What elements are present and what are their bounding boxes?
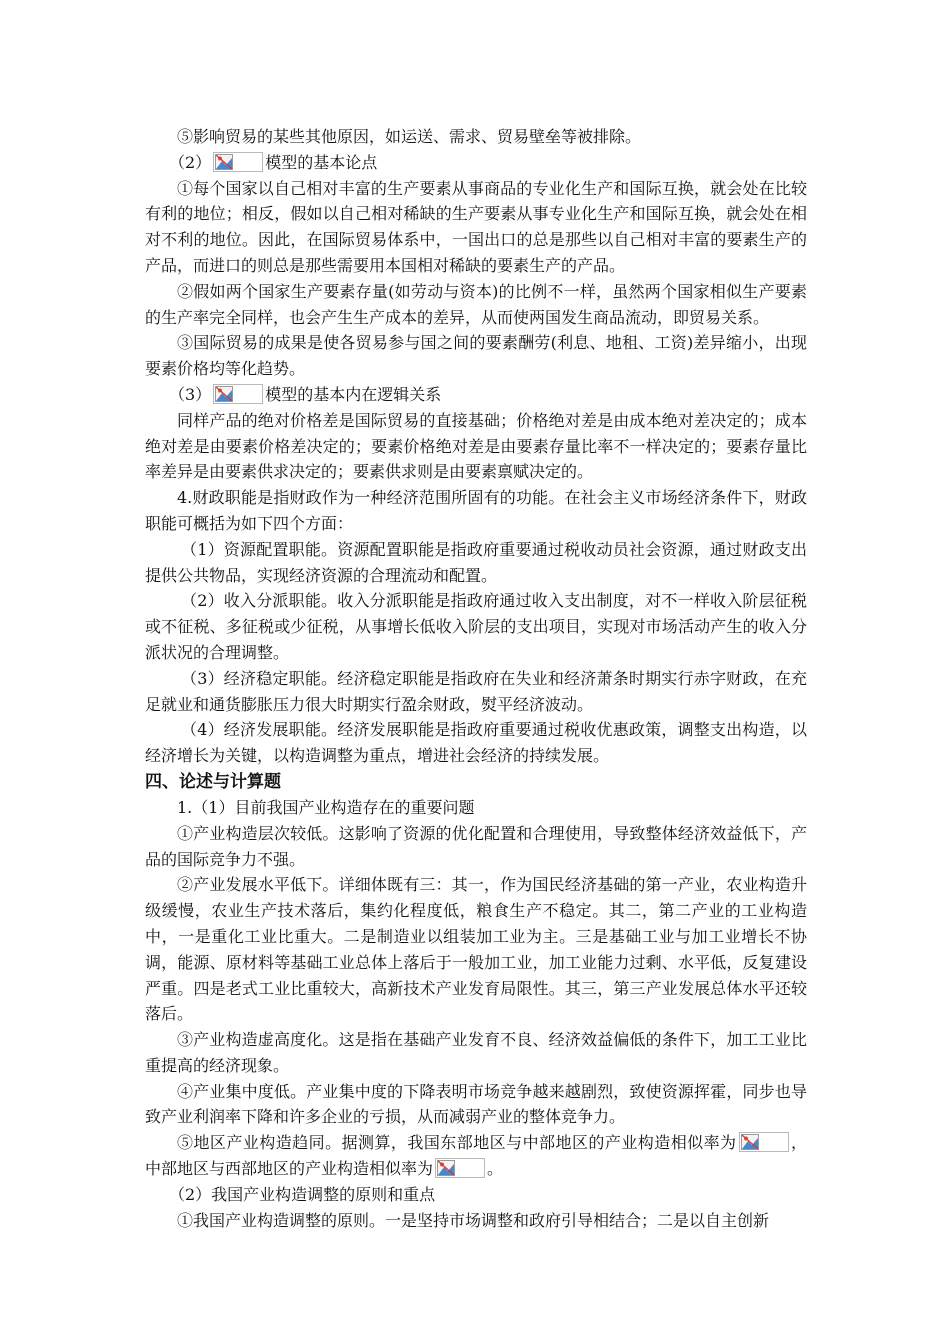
paragraph-text: ⑤地区产业构造趋同。据测算，我国东部地区与中部地区的产业构造相似率为 (177, 1133, 737, 1153)
paragraph: （2）我国产业构造调整的原则和重点 (169, 1184, 436, 1204)
paragraph: ⑤影响贸易的某些其他原因，如运送、需求、贸易壁垒等被排除。 (177, 127, 642, 146)
paragraph (145, 382, 807, 408)
paragraph: ①每个国家以自己相对丰富的生产要素从事商品的专业化生产和国际互换，就会处在比较有利的地位；相反，假如以自己相对稀缺的生产要素从事专业化生产和国际互换，就会处在相对不利的地位。因此，在国际贸易体系中，一国出口的总是那些以自己相对丰富的要素生产的产品，而进口的则总是那些需要用本国相对稀缺的要素生产的产品。 (145, 178, 807, 275)
broken-image-icon (435, 1158, 485, 1178)
section-heading: 四、论述与计算题 (145, 771, 281, 792)
paragraph: 同样产品的绝对价格差是国际贸易的直接基础；价格绝对差是由成本绝对差决定的；成本绝对差是由要素价格差决定的；要素价格绝对差是由要素存量比率不一样决定的；要素存量比率差异是由要素供求决定的；要素供求则是由要素禀赋决定的。 (145, 410, 807, 482)
document-body (145, 124, 807, 1233)
paragraph-text: 模型的基本内在逻辑关系 (265, 384, 442, 404)
paragraph-text: 。 (487, 1159, 504, 1179)
paragraph: ①产业构造层次较低。这影响了资源的优化配置和合理使用，导致整体经济效益低下，产品的国际竞争力不强。 (145, 823, 807, 869)
broken-image-icon (213, 384, 263, 404)
paragraph: （4）经济发展职能。经济发展职能是指政府重要通过税收优惠政策，调整支出构造，以经济增长为关键，以构造调整为重点，增进社会经济的持续发展。 (145, 720, 807, 766)
broken-image-icon (739, 1132, 789, 1152)
paragraph: ①我国产业构造调整的原则。一是坚持市场调整和政府引导相结合；二是以自主创新 (177, 1210, 770, 1230)
paragraph: ②假如两个国家生产要素存量(如劳动与资本)的比例不一样，虽然两个国家相似生产要素的生产率完全同样，也会产生生产成本的差异，从而使两国发生商品流动，即贸易关系。 (145, 281, 807, 327)
paragraph: （1）资源配置职能。资源配置职能是指政府重要通过税收动员社会资源，通过财政支出提供公共物品，实现经济资源的合理流动和配置。 (145, 539, 807, 585)
paragraph: ③国际贸易的成果是使各贸易参与国之间的要素酬劳(利息、地租、工资)差异缩小，出现要素价格均等化趋势。 (145, 333, 807, 379)
paragraph: （2）收入分派职能。收入分派职能是指政府通过收入支出制度，对不一样收入阶层征税或不征税、多征税或少征税，从事增长低收入阶层的支出项目，实现对市场活动产生的收入分派状况的合理调整。 (145, 591, 807, 662)
list-number: （2） (169, 152, 212, 172)
paragraph (145, 150, 807, 176)
paragraph: 4.财政职能是指财政作为一种经济范围所固有的功能。在社会主义市场经济条件下，财政职能可概括为如下四个方面： (145, 488, 807, 533)
broken-image-icon (213, 152, 263, 172)
paragraph-text: ，中部地区与西部地区的产业构造相似率为 (145, 1133, 807, 1179)
paragraph: ④产业集中度低。产业集中度的下降表明市场竞争越来越剧烈，致使资源挥霍，同步也导致产业利润率下降和许多企业的亏损，从而减弱产业的整体竞争力。 (145, 1081, 807, 1127)
paragraph: ③产业构造虚高度化。这是指在基础产业发育不良、经济效益偏低的条件下，加工工业比重提高的经济现象。 (145, 1030, 807, 1075)
paragraph (145, 1130, 807, 1182)
paragraph: （3）经济稳定职能。经济稳定职能是指政府在失业和经济萧条时期实行赤字财政，在充足就业和通货膨胀压力很大时期实行盈余财政，熨平经济波动。 (145, 668, 807, 714)
paragraph-text: 模型的基本论点 (265, 152, 378, 172)
list-number: （3） (169, 384, 212, 404)
paragraph: 1.（1）目前我国产业构造存在的重要问题 (177, 797, 475, 817)
paragraph: ②产业发展水平低下。详细体既有三：其一，作为国民经济基础的第一产业，农业构造升级缓慢，农业生产技术落后，集约化程度低，粮食生产不稳定。其二，第二产业的工业构造中，一是重化工业比重大。二是制造业以组装加工业为主。三是基础工业与加工业增长不协调，能源、原材料等基础工业总体上落后于一般加工业，加工业能力过剩、水平低，反复建设严重。四是老式工业比重较大，高新技术产业发育局限性。其三，第三产业发展总体水平还较落后。 (145, 875, 807, 1024)
